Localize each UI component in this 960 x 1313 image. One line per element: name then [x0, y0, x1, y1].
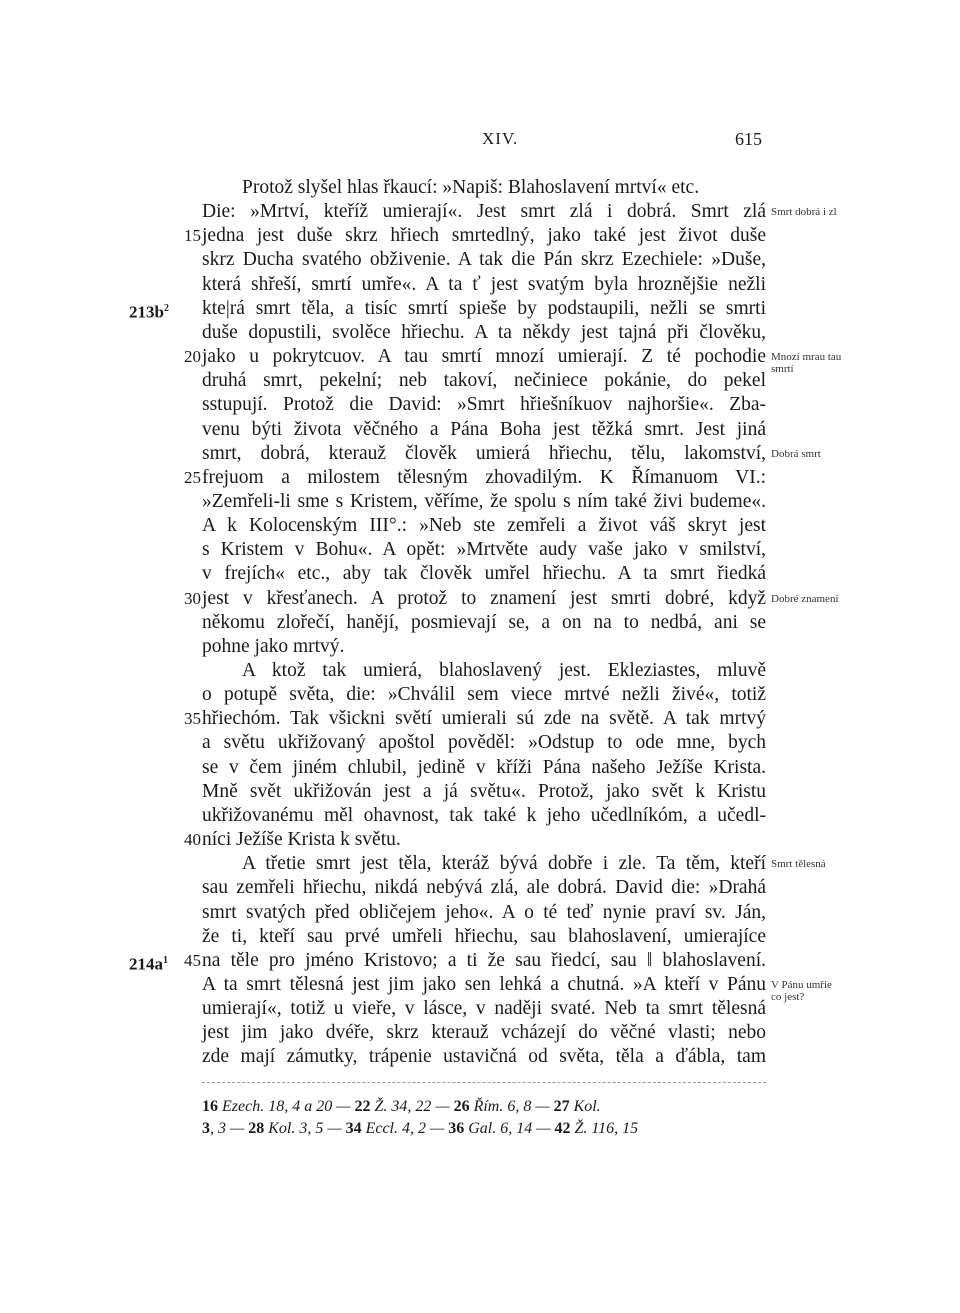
text-line: sstupují. Protož die David: »Smrt hřiešníkuov najhoršie«. Zba-	[202, 394, 766, 416]
text-line: hřiechóm. Tak všickni světí umierali sú zde na světě. A tak mrtvý	[202, 708, 766, 730]
margin-note: Smrt dobrá i zl	[771, 206, 837, 219]
text-line: frejuom a milostem tělesným zhovadilým. K Římanuom VI.:	[202, 466, 766, 488]
margin-note: smrtí	[771, 363, 794, 376]
line-number: 35	[184, 709, 201, 729]
footnote-line: 16 Ezech. 18, 4 a 20 — 22 Ž. 34, 22 — 26 Řím. 6, 8 — 27 Kol.	[202, 1098, 601, 1115]
text-line: jedna jest duše skrz hřiech smrtedlný, jako také jest život duše	[202, 225, 766, 247]
line-number: 30	[184, 588, 201, 608]
text-line: níci Ježíše Krista k světu.	[202, 829, 401, 851]
line-number: 40	[184, 830, 201, 850]
text-line: jako u pokrytcuov. A tau smrtí mnozí umierají. Z té pochodie	[202, 346, 766, 368]
text-line: sau zemřeli hřiechu, nikdá nebývá zlá, ale dobrá. David die: »Drahá	[202, 877, 766, 899]
text-line: se v čem jiném chlubil, jedině v kříži Pána našeho Ježíše Krista.	[202, 756, 766, 778]
margin-note: V Pánu umřie	[771, 978, 832, 991]
line-number: 15	[184, 226, 201, 246]
text-line: smrt, dobrá, kterauž člověk umierá hřiechu, tělu, lakomství,	[202, 442, 766, 464]
text-line: s Kristem v Bohu«. A opět: »Mrtvěte audy vaše jako v smilství,	[202, 539, 766, 561]
text-line: skrz Ducha svatého obživenie. A tak die Pán skrz Ezechiele: »Duše,	[202, 249, 766, 271]
line-number: 45	[184, 950, 201, 970]
footnote-divider	[202, 1082, 766, 1083]
folio-superscript: 1	[163, 954, 168, 966]
margin-note: Dobrá smrt	[771, 447, 821, 460]
text-line: která shřeší, smrtí umře«. A ta ť jest svatým byla hroznějšie nežli	[202, 273, 766, 295]
text-line: venu býti života věčného a Pána Boha jest těžká smrt. Jest jiná	[202, 418, 766, 440]
margin-note: Mnozí mrau tau	[771, 351, 842, 364]
folio-reference	[129, 949, 168, 977]
page-number: 615	[735, 129, 762, 149]
text-line: zde mají zámutky, trápenie ustavičná od světa, těla a ďábla, tam	[202, 1046, 766, 1068]
text-line: umierají«, totiž u vieře, v lásce, v naději svaté. Neb ta smrt tělesná	[202, 998, 766, 1020]
text-line: duše dopustili, svolěce hřiechu. A ta někdy jest tajná při člověku,	[202, 321, 766, 343]
line-number: 25	[184, 467, 201, 487]
folio-label: 214a	[129, 954, 163, 974]
text-line: někomu zlořečí, hanějí, posmievají se, a on na to nedbá, ani se	[202, 611, 766, 633]
text-line: A k Kolocenským III°.: »Neb ste zemřeli a život váš skryt jest	[202, 515, 766, 537]
text-line: ukřižovanému měl ohavnost, tak také k jeho učedlníkóm, a učedl-	[202, 804, 766, 826]
text-line: kte|rá smrt těla, a tisíc smrtí spieše by podstaupili, nežli se smrti	[202, 297, 766, 319]
text-line: A ta smrt tělesná jest jim jako sen lehká a chutná. »A kteří v Pánu	[202, 973, 766, 995]
text-line: smrt svatých před obličejem jeho«. A o té teď nynie praví sv. Ján,	[202, 901, 766, 923]
chapter-number: XIV.	[482, 129, 519, 148]
margin-note: Dobré znamení	[771, 592, 839, 605]
text-line: A třetie smrt jest těla, kteráž bývá dobře i zle. Ta těm, kteří	[242, 853, 766, 875]
text-line: v frejích« etc., aby tak člověk umřel hřiechu. A ta smrt řiedká	[202, 563, 766, 585]
text-line: o potupě světa, die: »Chválil sem viece mrtvé nežli živé«, totiž	[202, 684, 766, 706]
text-line: »Zemřeli-li sme s Kristem, věříme, že spolu s ním také živi budeme«.	[202, 490, 766, 512]
footnote-line: 3, 3 — 28 Kol. 3, 5 — 34 Eccl. 4, 2 — 36 Gal. 6, 14 — 42 Ž. 116, 15	[202, 1120, 639, 1137]
margin-note: co jest?	[771, 990, 805, 1003]
folio-superscript: 2	[163, 302, 169, 314]
text-line: druhá smrt, pekelní; neb takoví, nečiniece pokánie, do pekel	[202, 370, 766, 392]
text-line: na těle pro jméno Kristovo; a ti že sau řiedcí, sau ‖ blahoslavení.	[202, 949, 766, 971]
text-line: jest jim jako dvéře, skrz kterauž vcházejí do věčné vlasti; nebo	[202, 1022, 766, 1044]
folio-label: 213b	[129, 302, 164, 322]
line-number: 20	[184, 347, 201, 367]
folio-reference	[129, 297, 169, 325]
text-line: Protož slyšel hlas řkaucí: »Napiš: Blahoslavení mrtví« etc.	[242, 177, 700, 198]
text-line: A ktož tak umierá, blahoslavený jest. Ekleziastes, mluvě	[242, 660, 766, 681]
text-line: Die: »Mrtví, kteříž umierají«. Jest smrt zlá i dobrá. Smrt zlá	[202, 201, 766, 223]
text-line: že ti, kteří sau prvé umřeli hřiechu, sau blahoslavení, umierajíce	[202, 925, 766, 947]
text-line: a světu ukřižovaný apoštol pověděl: »Odstup to ode mne, bych	[202, 732, 766, 754]
text-line: Mně svět ukřižován jest a já světu«. Protož, jako svět k Kristu	[202, 780, 766, 802]
text-line: pohne jako mrtvý.	[202, 635, 345, 657]
margin-note: Smrt tělesná	[771, 858, 826, 871]
text-line: jest v křesťanech. A protož to znamení jest smrti dobré, když	[202, 587, 766, 609]
